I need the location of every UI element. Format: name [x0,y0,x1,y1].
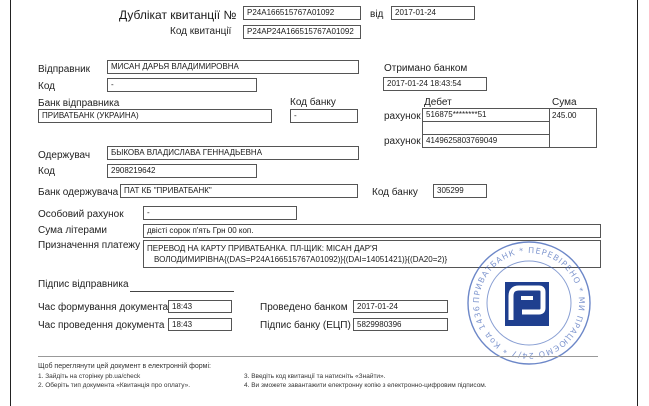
receipt-code-label: Код квитанції [170,26,232,37]
footer-step-3: 3. Введіть код квитанції та натисніть «Знайти». [244,373,386,380]
amount: 245.00 [552,111,577,120]
stamp-seal-icon [464,238,594,368]
recipient-code-label: Код [38,166,56,177]
debit-label: Дебет [424,97,452,108]
footer-heading: Щоб переглянути цей документ в електронній формі: [38,363,211,370]
sum-words: двісті сорок п'ять Грн 00 коп. [143,224,601,238]
recipient-label: Одержувач [38,150,91,161]
privatbank-logo-icon [505,282,549,326]
sender-code: - [107,78,257,92]
sum-label: Сума [552,97,577,108]
duplicate-label: Дублікат квитанції № [119,8,237,22]
account-label-2: рахунок [384,136,421,147]
recipient-bank-label: Банк одержувача [38,187,119,198]
credit-account: 4149625803769049 [426,136,498,145]
recipient-bank: ПАТ КБ "ПРИВАТБАНК" [120,184,358,198]
footer-separator [38,356,598,357]
received-datetime: 2017-01-24 18:43:54 [383,77,487,91]
formed-time-label: Час формування документа [38,302,169,313]
account-label-1: рахунок [384,111,421,122]
recipient-name: БЫКОВА ВЛАДИСЛАВА ГЕННАДЬЕВНА [107,146,359,160]
posted-date: 2017-01-24 [353,300,448,313]
left-frame-bar [10,0,11,406]
sender-label: Відправник [38,64,91,75]
footer-step-2: 2. Оберіть тип документа «Квитанція про оплату». [38,382,191,389]
sender-bank-label: Банк відправника [38,98,120,109]
special-account: - [143,206,297,220]
purpose-line-2: ВОЛОДИМИРІВНА{(DAS=P24A166515767A01092)}{(DAI=14051421)}{(DA20=2)} [154,255,448,264]
bank-signature-label: Підпис банку (ЕЦП) [260,320,351,331]
footer-step-4: 4. Ви зможете завантажити електронну копію з електронно-цифровим підписом. [244,382,487,389]
date-from-label: від [370,9,384,20]
sender-name: МИСАН ДАРЬЯ ВЛАДИМИРОВНА [107,60,359,74]
sender-signature-line [130,291,234,292]
bank-stamp [464,238,594,368]
posted-label: Проведено банком [260,302,348,313]
received-label: Отримано банком [384,63,468,74]
stamp-ring-text: ПРИВАТБАНК * ПЕРЕВІРЕНО * МИ ПРАЦЮЄМО 24/7 * Код 1436 [471,245,587,361]
sender-bank: ПРИВАТБАНК (УКРАИНА) [38,109,272,123]
right-frame-bar [637,0,638,406]
duplicate-number: P24A166515767A01092 [243,6,361,20]
recipient-bank-code-label: Код банку [372,187,418,198]
footer-step-1: 1. Зайдіть на сторінку pb.ua/check [38,373,141,380]
purpose-line-1: ПЕРЕВОД НА КАРТУ ПРИВАТБАНКА. ПЛ-ЩИК: МІСАН ДАР'Я [147,244,378,253]
sum-words-label: Сума літерами [38,225,107,236]
purpose-label: Призначення платежу [38,240,141,251]
recipient-code: 2908219642 [107,164,257,178]
sender-code-label: Код [38,81,56,92]
debit-account: 516875********51 [426,110,487,119]
bank-signature: 5829980396 [353,318,448,331]
receipt-code: P24AP24A166515767A01092 [243,25,361,39]
receipt-date: 2017-01-24 [391,6,475,20]
recipient-bank-code: 305299 [433,184,487,198]
sender-bank-code-label: Код банку [290,97,336,108]
special-account-label: Особовий рахунок [38,209,124,220]
sender-signature-label: Підпис відправника [38,279,129,290]
processed-time: 18:43 [168,318,232,331]
sender-bank-code: - [290,109,358,123]
formed-time: 18:43 [168,300,232,313]
processed-time-label: Час проведення документа [38,320,165,331]
